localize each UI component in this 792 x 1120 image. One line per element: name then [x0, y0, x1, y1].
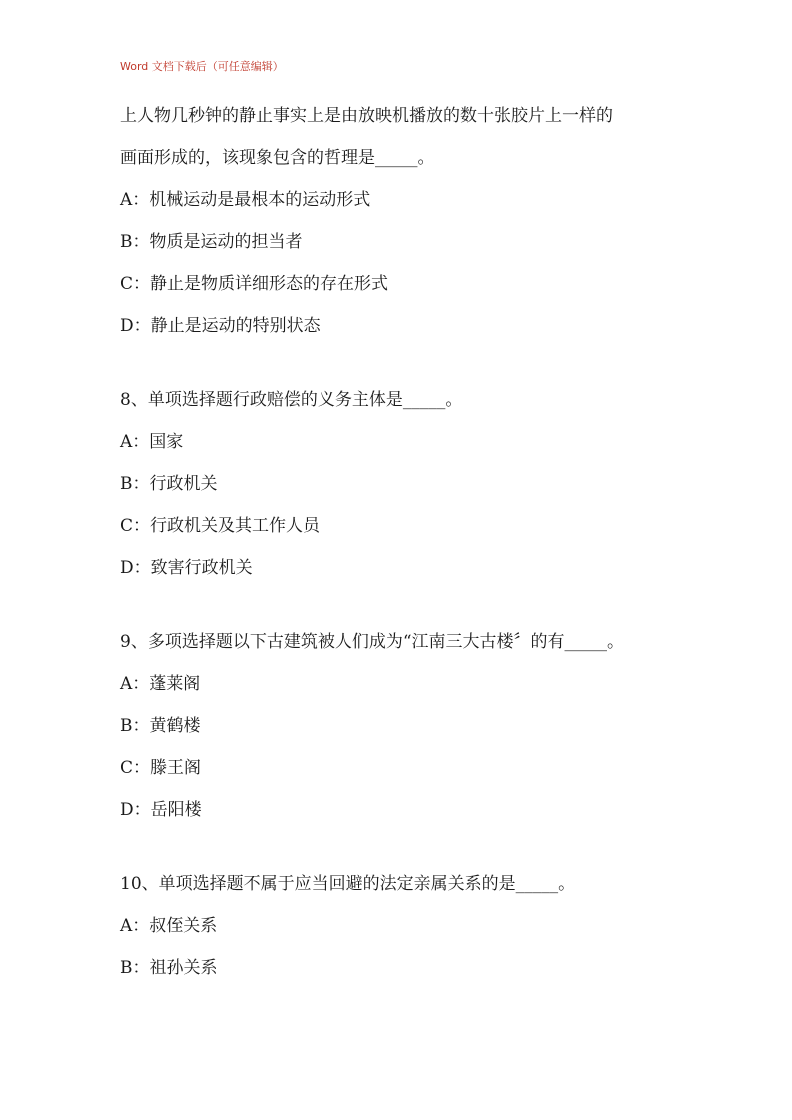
option-a: A：叔侄关系: [120, 916, 218, 936]
option-b: B：物质是运动的担当者: [120, 232, 303, 252]
option-b: B：祖孙关系: [120, 958, 218, 978]
option-a: A：国家: [120, 432, 184, 452]
question-stem: 画面形成的，该现象包含的哲理是_____。: [120, 148, 435, 168]
option-d: D：致害行政机关: [120, 558, 253, 578]
question-stem: 9、多项选择题以下古建筑被人们成为“江南三大古楼〞的有_____。: [120, 632, 625, 652]
question-stem: 上人物几秒钟的静止事实上是由放映机播放的数十张胶片上一样的: [120, 106, 613, 126]
question-stem: 10、单项选择题不属于应当回避的法定亲属关系的是_____。: [120, 874, 576, 894]
option-a: A：机械运动是最根本的运动形式: [120, 190, 371, 210]
option-b: B：行政机关: [120, 474, 218, 494]
question-7: [120, 100, 680, 352]
option-c: C：行政机关及其工作人员: [120, 516, 321, 536]
question-9: [120, 626, 680, 836]
question-8: [120, 384, 680, 594]
question-stem: 8、单项选择题行政赔偿的义务主体是_____。: [120, 390, 463, 410]
option-d: D：静止是运动的特别状态: [120, 316, 321, 336]
option-c: C：滕王阁: [120, 758, 202, 778]
option-d: D：岳阳楼: [120, 800, 202, 820]
document-header: Word 文档下载后（可任意编辑）: [120, 60, 284, 73]
document-body: [120, 100, 680, 994]
option-a: A：蓬莱阁: [120, 674, 201, 694]
option-c: C：静止是物质详细形态的存在形式: [120, 274, 389, 294]
option-b: B：黄鹤楼: [120, 716, 201, 736]
question-10: [120, 868, 680, 994]
